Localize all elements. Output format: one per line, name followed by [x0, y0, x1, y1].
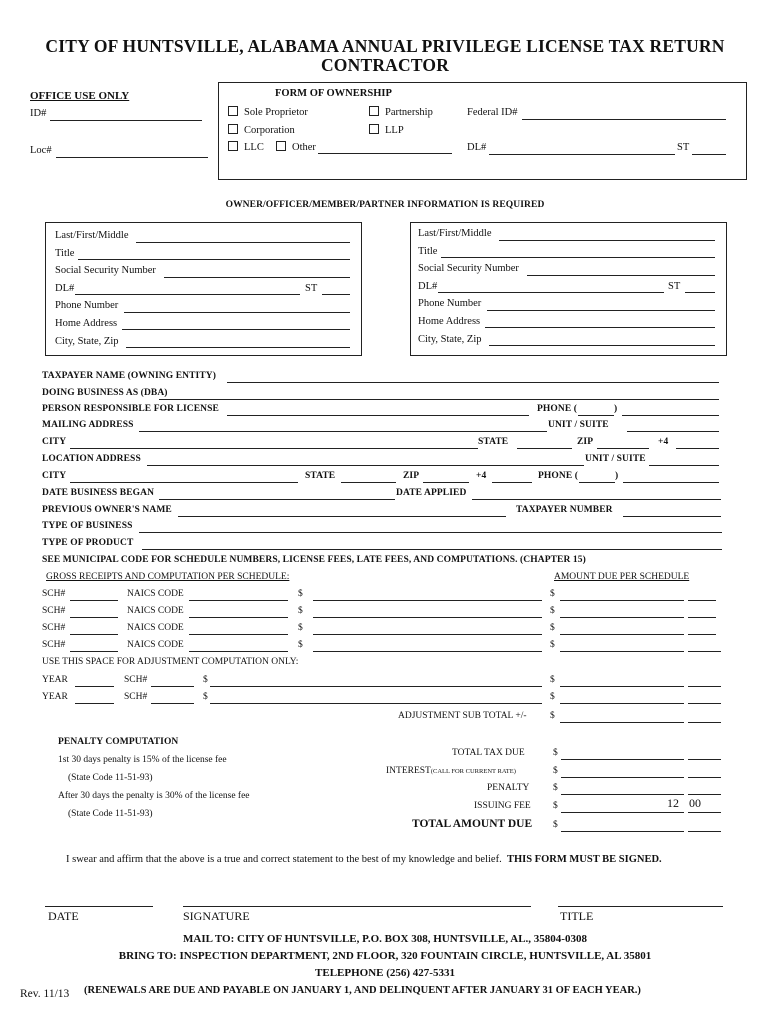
owner1-phone-label: Phone Number [55, 300, 119, 311]
revision-label: Rev. 11/13 [20, 988, 70, 1000]
bring-to: BRING TO: INSPECTION DEPARTMENT, 2ND FLOOR, 320 FOUNTAIN CIRCLE, HUNTSVILLE, AL 35801 [118, 950, 652, 962]
owner2-ssn-label: Social Security Number [418, 263, 519, 274]
adjust-sch-label-1: SCH# [124, 675, 148, 685]
total-amount-cents[interactable] [688, 831, 721, 832]
sch-label-2: SCH# [42, 606, 66, 616]
adjust-amount-dollar-2: $ [550, 692, 555, 702]
owner1-name-label: Last/First/Middle [55, 230, 129, 241]
naics-label-3: NAICS CODE [127, 623, 184, 633]
mailing-address-label: MAILING ADDRESS [42, 420, 134, 430]
corporation-checkbox[interactable] [228, 124, 238, 134]
adjust-subtotal-dollar: $ [550, 711, 555, 721]
plus4-field-2[interactable] [492, 482, 532, 483]
adjust-field-2[interactable] [210, 703, 542, 704]
total-amount-dollar: $ [553, 820, 558, 830]
naics-label-4: NAICS CODE [127, 640, 184, 650]
date-applied-label: DATE APPLIED [396, 488, 467, 498]
amount-cents-2[interactable] [688, 617, 716, 618]
unit-suite-field-1[interactable] [627, 431, 719, 432]
zip-label-1: ZIP [577, 437, 594, 447]
type-product-field[interactable] [142, 549, 722, 550]
unit-suite-field-2[interactable] [649, 465, 719, 466]
date-applied-field[interactable] [472, 499, 721, 500]
penalty-line2: After 30 days the penalty is 30% of the license fee [58, 791, 250, 801]
state-label-2: STATE [305, 471, 336, 481]
total-amount-field[interactable] [561, 831, 684, 832]
corporation-option[interactable]: Corporation [228, 124, 295, 136]
gross-receipts-heading: GROSS RECEIPTS AND COMPUTATION PER SCHEDULE: [46, 572, 290, 582]
amount-dollar-2: $ [550, 606, 555, 616]
issuing-fee-dollar: $ [553, 801, 558, 811]
date-label: DATE [48, 909, 79, 923]
dba-field[interactable] [159, 399, 719, 400]
owner1-title-field[interactable] [78, 259, 350, 260]
gross-field-3[interactable] [313, 634, 542, 635]
llp-option[interactable]: LLP [369, 124, 404, 136]
penalty-label: PENALTY [487, 783, 530, 793]
telephone: TELEPHONE (256) 427-5331 [315, 967, 455, 979]
adjust-sch-field-2[interactable] [151, 703, 194, 704]
other-checkbox[interactable] [276, 141, 286, 151]
mail-to: MAIL TO: CITY OF HUNTSVILLE, P.O. BOX 308, HUNTSVILLE, AL., 35804-0308 [183, 933, 587, 945]
city-label-2: CITY [42, 471, 67, 481]
penalty-field[interactable] [561, 794, 684, 795]
penalty-heading: PENALTY COMPUTATION [58, 737, 179, 747]
adjust-heading: USE THIS SPACE FOR ADJUSTMENT COMPUTATION ONLY: [42, 657, 299, 667]
owner1-st-label: ST [305, 283, 318, 294]
other-option[interactable]: Other [276, 141, 316, 153]
loc-label: Loc# [30, 145, 52, 156]
penalty-line1: 1st 30 days penalty is 15% of the license fee [58, 755, 227, 765]
amount-dollar-1: $ [550, 589, 555, 599]
owner2-phone-label: Phone Number [418, 298, 482, 309]
date-signature-line[interactable] [45, 906, 153, 907]
adjust-dollar-2: $ [203, 692, 208, 702]
owner1-city-field[interactable] [126, 347, 350, 348]
ownership-title: FORM OF OWNERSHIP [275, 88, 392, 99]
dl-field[interactable] [489, 154, 675, 155]
interest-field[interactable] [561, 777, 684, 778]
city-field-1[interactable] [70, 448, 478, 449]
form-title-line1: CITY OF HUNTSVILLE, ALABAMA ANNUAL PRIVILEGE LICENSE TAX RETURN [45, 36, 725, 56]
llc-checkbox[interactable] [228, 141, 238, 151]
type-business-field[interactable] [139, 532, 722, 533]
sch-label-1: SCH# [42, 589, 66, 599]
owner1-address-field[interactable] [122, 329, 350, 330]
year-field-2[interactable] [75, 703, 114, 704]
phone-close-2: ) [615, 471, 619, 481]
type-product-label: TYPE OF PRODUCT [42, 538, 134, 548]
owner2-phone-field[interactable] [487, 310, 715, 311]
adjust-subtotal-field[interactable] [560, 722, 684, 723]
form-title-line2: CONTRACTOR [320, 55, 450, 75]
title-signature-line[interactable] [558, 906, 723, 907]
loc-field[interactable] [56, 157, 208, 158]
interest-label: INTEREST(CALL FOR CURRENT RATE) [386, 766, 516, 776]
owner2-title-field[interactable] [441, 257, 715, 258]
amount-field-3[interactable] [560, 634, 684, 635]
federal-id-field[interactable] [522, 119, 726, 120]
taxpayer-name-label: TAXPAYER NAME (OWNING ENTITY) [42, 371, 216, 381]
unit-suite-label-2: UNIT / SUITE [585, 454, 646, 464]
owner2-title-label: Title [418, 246, 438, 257]
penalty-cents[interactable] [688, 794, 721, 795]
issuing-fee-label: ISSUING FEE [474, 801, 531, 811]
taxpayer-name-field[interactable] [227, 382, 719, 383]
sole-checkbox[interactable] [228, 106, 238, 116]
taxpayer-number-field[interactable] [623, 516, 721, 517]
owner1-dl-label: DL# [55, 283, 75, 294]
other-field[interactable] [318, 153, 452, 154]
owner1-phone-field[interactable] [124, 312, 350, 313]
owner2-st-label: ST [668, 281, 681, 292]
naics-field-4[interactable] [189, 651, 288, 652]
adjust-amount-field-1[interactable] [560, 686, 684, 687]
zip-field-1[interactable] [597, 448, 649, 449]
location-address-field[interactable] [147, 465, 584, 466]
see-code-note: SEE MUNICIPAL CODE FOR SCHEDULE NUMBERS, LICENSE FEES, LATE FEES, AND COMPUTATIONS. (CHAPTER 15) [42, 555, 586, 565]
gross-dollar-1: $ [298, 589, 303, 599]
person-responsible-label: PERSON RESPONSIBLE FOR LICENSE [42, 404, 219, 414]
unit-suite-label-1: UNIT / SUITE [548, 420, 609, 430]
prev-owner-label: PREVIOUS OWNER'S NAME [42, 505, 172, 515]
title-label: TITLE [560, 909, 594, 923]
adjust-amount-field-2[interactable] [560, 703, 684, 704]
naics-label-1: NAICS CODE [127, 589, 184, 599]
gross-field-1[interactable] [313, 600, 542, 601]
dl-label: DL# [467, 142, 487, 153]
owner2-city-field[interactable] [489, 345, 715, 346]
owner2-ssn-field[interactable] [527, 275, 715, 276]
sch-field-2[interactable] [70, 617, 118, 618]
dba-label: DOING BUSINESS AS (DBA) [42, 388, 168, 398]
phone-number-1[interactable] [622, 415, 719, 416]
owner2-address-field[interactable] [485, 327, 715, 328]
state-field-1[interactable] [517, 448, 572, 449]
owner1-ssn-label: Social Security Number [55, 265, 156, 276]
adjust-subtotal-label: ADJUSTMENT SUB TOTAL +/- [398, 711, 527, 721]
sch-label-3: SCH# [42, 623, 66, 633]
total-amount-label: TOTAL AMOUNT DUE [412, 818, 533, 830]
amount-cents-1[interactable] [688, 600, 716, 601]
total-tax-label: TOTAL TAX DUE [452, 748, 525, 758]
phone-area-2[interactable] [579, 482, 615, 483]
adjust-sch-field-1[interactable] [151, 686, 194, 687]
naics-field-3[interactable] [189, 634, 288, 635]
issuing-fee-field[interactable] [561, 812, 684, 813]
sole-proprietor-option[interactable]: Sole Proprietor [228, 106, 308, 118]
issuing-fee-cents-value: 00 [689, 796, 701, 810]
sch-field-4[interactable] [70, 651, 118, 652]
amount-dollar-4: $ [550, 640, 555, 650]
interest-dollar: $ [553, 766, 558, 776]
adjust-dollar-1: $ [203, 675, 208, 685]
adjust-amount-cents-2[interactable] [688, 703, 721, 704]
phone-close-1: ) [614, 404, 618, 414]
amount-cents-4[interactable] [688, 651, 721, 652]
gross-field-4[interactable] [313, 651, 542, 652]
owner1-city-label: City, State, Zip [55, 336, 119, 347]
amount-field-1[interactable] [560, 600, 684, 601]
person-responsible-field[interactable] [227, 415, 529, 416]
owner1-dl-field[interactable] [75, 294, 300, 295]
total-tax-dollar: $ [553, 748, 558, 758]
owner2-st-field[interactable] [685, 292, 715, 293]
st-label: ST [677, 142, 690, 153]
city-field-2[interactable] [70, 482, 298, 483]
owner-info-heading: OWNER/OFFICER/MEMBER/PARTNER INFORMATION IS REQUIRED [225, 200, 545, 210]
zip-label-2: ZIP [403, 471, 420, 481]
zip-field-2[interactable] [423, 482, 469, 483]
owner1-ssn-field[interactable] [164, 277, 350, 278]
gross-dollar-2: $ [298, 606, 303, 616]
partnership-checkbox[interactable] [369, 106, 379, 116]
owner1-name-field[interactable] [136, 242, 350, 243]
issuing-fee-cents[interactable] [688, 812, 721, 813]
gross-field-2[interactable] [313, 617, 542, 618]
owner2-city-label: City, State, Zip [418, 334, 482, 345]
gross-dollar-4: $ [298, 640, 303, 650]
phone-label-2: PHONE ( [538, 471, 579, 481]
amount-cents-3[interactable] [688, 634, 716, 635]
signature-label: SIGNATURE [183, 909, 250, 923]
naics-field-1[interactable] [189, 600, 288, 601]
amount-due-heading: AMOUNT DUE PER SCHEDULE [554, 572, 690, 582]
taxpayer-number-label: TAXPAYER NUMBER [516, 505, 613, 515]
prev-owner-field[interactable] [178, 516, 506, 517]
issuing-fee-dollars-value: 12 [667, 796, 679, 810]
penalty-code1: (State Code 11-51-93) [68, 773, 153, 783]
owner2-name-field[interactable] [499, 240, 715, 241]
st-field[interactable] [692, 154, 726, 155]
amount-field-4[interactable] [560, 651, 684, 652]
total-tax-cents[interactable] [688, 759, 721, 760]
penalty-dollar: $ [553, 783, 558, 793]
mailing-address-field[interactable] [139, 431, 547, 432]
sch-label-4: SCH# [42, 640, 66, 650]
year-label-2: YEAR [42, 692, 68, 702]
partnership-option[interactable]: Partnership [369, 106, 433, 118]
owner2-dl-label: DL# [418, 281, 438, 292]
owner1-address-label: Home Address [55, 318, 118, 329]
signature-line[interactable] [183, 906, 531, 907]
date-began-label: DATE BUSINESS BEGAN [42, 488, 155, 498]
owner1-st-field[interactable] [322, 294, 350, 295]
affirmation-statement: I swear and affirm that the above is a true and correct statement to the best of my knowledge and belief. THIS FORM MUST BE SIGNED. [66, 854, 662, 865]
amount-dollar-3: $ [550, 623, 555, 633]
adjust-field-1[interactable] [210, 686, 542, 687]
id-field[interactable] [50, 120, 202, 121]
gross-dollar-3: $ [298, 623, 303, 633]
plus4-label-1: +4 [658, 437, 669, 447]
owner2-address-label: Home Address [418, 316, 481, 327]
llp-checkbox[interactable] [369, 124, 379, 134]
office-use-label: OFFICE USE ONLY [30, 90, 130, 102]
sch-field-3[interactable] [70, 634, 118, 635]
city-label-1: CITY [42, 437, 67, 447]
sch-field-1[interactable] [70, 600, 118, 601]
renewals-note: (RENEWALS ARE DUE AND PAYABLE ON JANUARY 1, AND DELINQUENT AFTER JANUARY 31 OF EACH YEAR.) [84, 985, 641, 996]
llc-option[interactable]: LLC [228, 141, 264, 153]
naics-label-2: NAICS CODE [127, 606, 184, 616]
state-field-2[interactable] [341, 482, 396, 483]
federal-id-label: Federal ID# [467, 107, 518, 118]
penalty-code2: (State Code 11-51-93) [68, 809, 153, 819]
interest-cents[interactable] [688, 777, 721, 778]
adjust-amount-dollar-1: $ [550, 675, 555, 685]
owner2-dl-field[interactable] [438, 292, 664, 293]
phone-number-2[interactable] [623, 482, 719, 483]
interest-note: (CALL FOR CURRENT RATE) [430, 768, 516, 775]
year-label-1: YEAR [42, 675, 68, 685]
location-address-label: LOCATION ADDRESS [42, 454, 141, 464]
total-tax-field[interactable] [561, 759, 684, 760]
phone-area-1[interactable] [578, 415, 614, 416]
must-sign-note: THIS FORM MUST BE SIGNED. [506, 854, 662, 865]
plus4-label-2: +4 [476, 471, 487, 481]
naics-field-2[interactable] [189, 617, 288, 618]
year-field-1[interactable] [75, 686, 114, 687]
adjust-subtotal-cents[interactable] [688, 722, 721, 723]
date-began-field[interactable] [159, 499, 395, 500]
adjust-sch-label-2: SCH# [124, 692, 148, 702]
owner2-name-label: Last/First/Middle [418, 228, 492, 239]
state-label-1: STATE [478, 437, 509, 447]
type-business-label: TYPE OF BUSINESS [42, 521, 133, 531]
amount-field-2[interactable] [560, 617, 684, 618]
id-label: ID# [30, 108, 47, 119]
adjust-amount-cents-1[interactable] [688, 686, 721, 687]
plus4-field-1[interactable] [676, 448, 719, 449]
owner1-title-label: Title [55, 248, 75, 259]
phone-label-1: PHONE ( [537, 404, 578, 414]
